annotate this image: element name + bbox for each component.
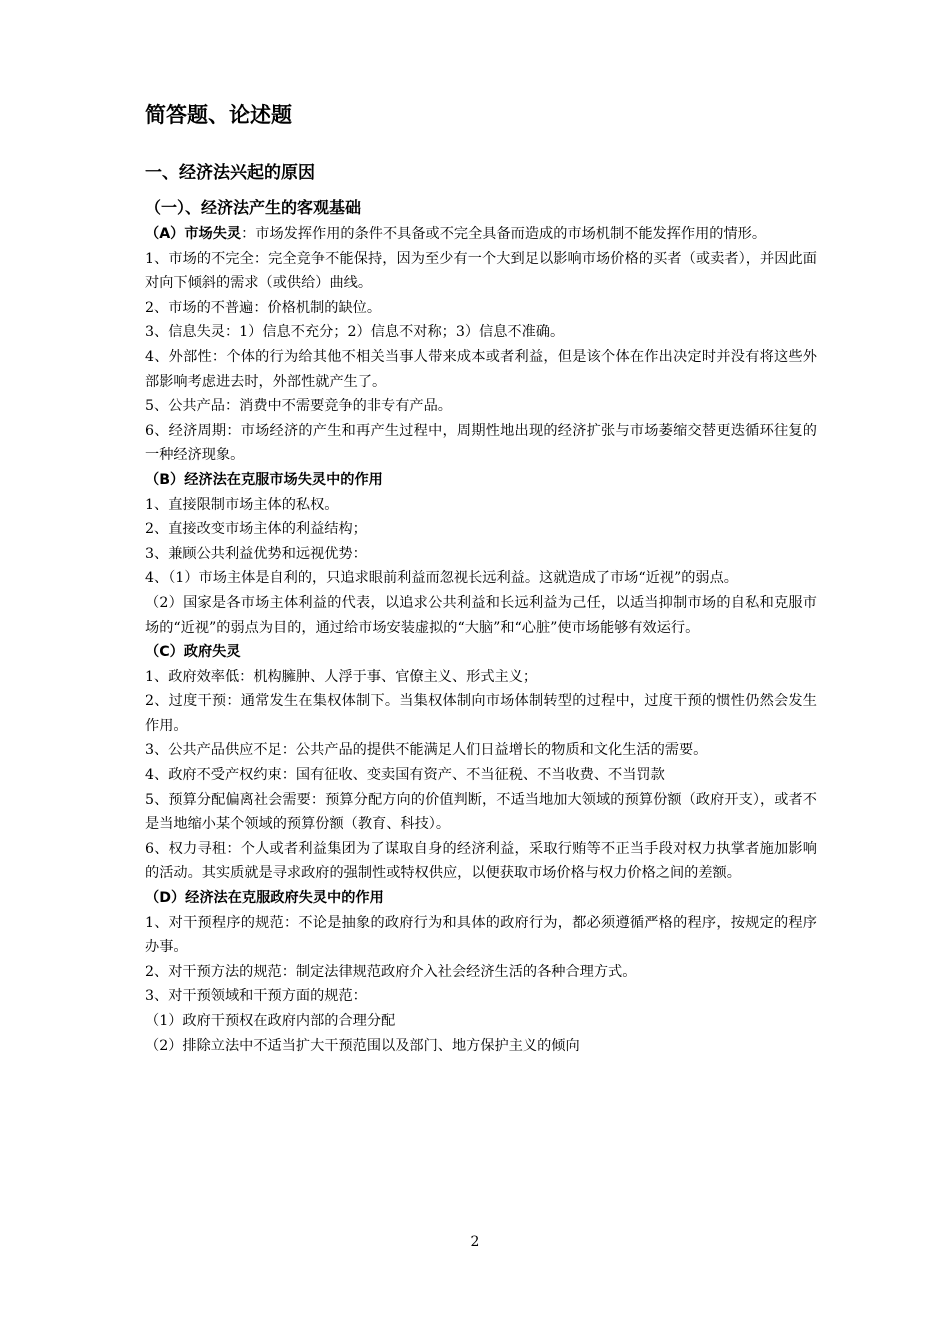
list-item: 6、经济周期：市场经济的产生和再产生过程中，周期性地出现的经济扩张与市场萎缩交替更迭循环往复的一种经济现象。 [145,422,817,464]
document-page [145,100,817,1058]
list-item: 2、过度干预：通常发生在集权体制下。当集权体制向市场体制转型的过程中，过度干预的惯性仍然会发生作用。 [145,693,817,734]
list-item: 3、兼顾公共利益优势和远视优势： [145,545,367,562]
list-item: （2）国家是各市场主体利益的代表，以追求公共利益和长远利益为己任，以适当抑制市场的自私和克服市场的“近视”的弱点为目的，通过给市场安装虚拟的“大脑”和“心脏”使市场能够有效运行。 [145,594,817,636]
heading-a: （A）市场失灵 [145,226,242,242]
list-item: 4、外部性：个体的行为给其他不相关当事人带来成本或者利益，但是该个体在作出决定时并没有将这些外部影响考虑进去时，外部性就产生了。 [145,348,817,390]
heading-b: （B）经济法在克服市场失灵中的作用 [145,471,383,488]
list-item: （2）排除立法中不适当扩大干预范围以及部门、地方保护主义的倾向 [145,1037,580,1054]
subsection-heading: （一）、经济法产生的客观基础 [145,198,362,217]
heading-d: （D）经济法在克服政府失灵中的作用 [145,890,384,907]
section-heading: 一、经济法兴起的原因 [145,163,315,183]
list-item: （1）政府干预权在政府内部的合理分配 [145,1013,396,1029]
list-item: 4、政府不受产权约束：国有征收、变卖国有资产、不当征税、不当收费、不当罚款 [145,767,665,784]
list-item: 3、公共产品供应不足：公共产品的提供不能满足人们日益增长的物质和文化生活的需要。 [145,742,708,759]
list-item: 5、预算分配偏离社会需要：预算分配方向的价值判断，不适当地加大领域的预算份额（政府开支），或者不是当地缩小某个领域的预算份额（教育、科技）。 [145,791,817,833]
list-item: 5、公共产品：消费中不需要竞争的非专有产品。 [145,398,452,415]
list-item: 1、政府效率低：机构臃肿、人浮于事、官僚主义、形式主义； [145,668,538,685]
list-item: 4、（1）市场主体是自利的，只追求眼前利益而忽视长远利益。这就造成了市场“近视”的弱点。 [145,570,738,587]
list-item: 1、市场的不完全：完全竞争不能保持，因为至少有一个大到足以影响市场价格的买者（或卖者），并因此面对向下倾斜的需求（或供给）曲线。 [145,250,817,292]
list-item: 1、对干预程序的规范：不论是抽象的政府行为和具体的政府行为，都必须遵循严格的程序，按规定的程序办事。 [145,914,817,956]
list-item: 2、直接改变市场主体的利益结构； [145,521,367,538]
list-item: 3、对干预领域和干预方面的规范： [145,988,367,1005]
list-item: 3、信息失灵：1）信息不充分；2）信息不对称；3）信息不准确。 [145,324,565,341]
page-number: 2 [470,1234,480,1250]
page-title: 简答题、论述题 [145,103,292,127]
heading-c: （C）政府失灵 [145,644,241,661]
list-item: 6、权力寻租：个人或者利益集团为了谋取自身的经济利益，采取行贿等不正当手段对权力执掌者施加影响的活动。其实质就是寻求政府的强制性或特权供应，以便获取市场价格与权力价格之间的差额。 [145,840,817,882]
list-item: 1、直接限制市场主体的私权。 [145,496,339,513]
list-item: 2、对干预方法的规范：制定法律规范政府介入社会经济生活的各种合理方式。 [145,963,637,980]
list-item: 2、市场的不普遍：价格机制的缺位。 [145,299,382,316]
market-failure-definition [145,222,817,247]
definition-text: ：市场发挥作用的条件不具备或不完全具备而造成的市场机制不能发挥作用的情形。 [241,226,767,242]
